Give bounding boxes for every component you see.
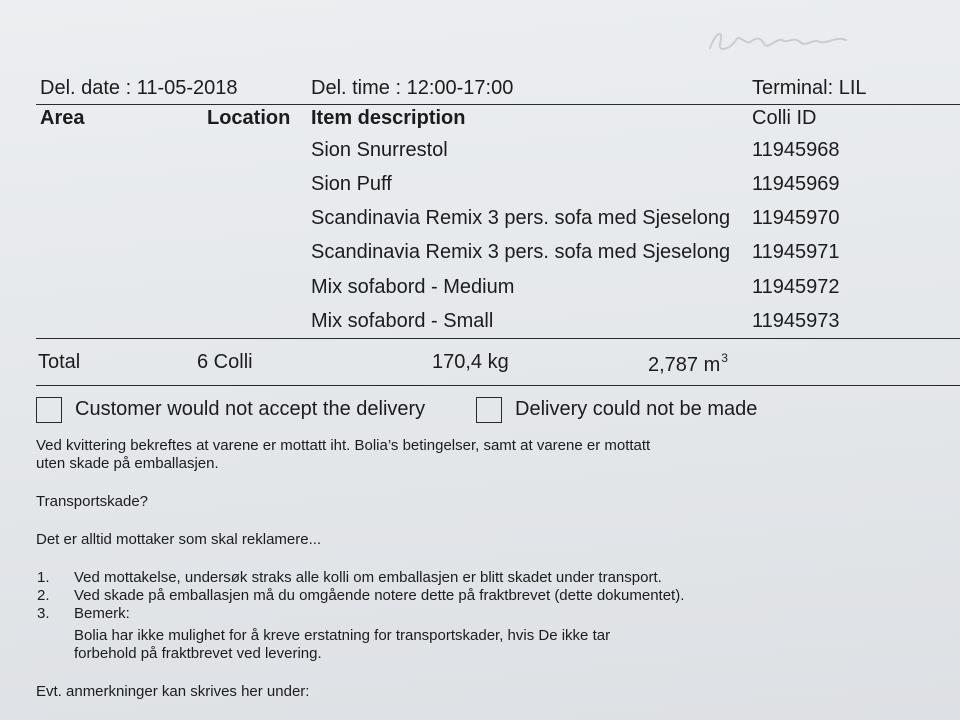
item-colli-id: 11945970 xyxy=(752,207,840,229)
item-colli-id: 11945973 xyxy=(752,310,840,332)
total-label: Total xyxy=(38,351,81,373)
transport-damage-question: Transportskade? xyxy=(36,493,149,510)
item-colli-id: 11945969 xyxy=(752,173,840,195)
item-description: Mix sofabord - Small xyxy=(311,310,494,332)
list-number: 2. xyxy=(37,587,50,604)
items-bottom-rule xyxy=(36,338,960,339)
column-header-area: Area xyxy=(40,107,85,129)
total-volume xyxy=(648,351,728,377)
remarks-prompt: Evt. anmerkninger kan skrives her under: xyxy=(36,683,310,700)
item-colli-id: 11945972 xyxy=(752,276,840,298)
total-weight: 170,4 kg xyxy=(432,351,509,373)
delivery-not-made-label: Delivery could not be made xyxy=(515,398,758,420)
totals-bottom-rule xyxy=(36,385,960,386)
note-text-line-2: forbehold på fraktbrevet ved levering. xyxy=(74,645,322,662)
column-header-colli-id: Colli ID xyxy=(752,107,817,129)
column-header-item-description: Item description xyxy=(311,107,466,129)
list-number: 1. xyxy=(37,569,50,586)
receipt-text-line-2: uten skade på emballasjen. xyxy=(36,455,219,472)
item-description: Scandinavia Remix 3 pers. sofa med Sjeselong xyxy=(311,207,731,229)
item-colli-id: 11945968 xyxy=(752,139,840,161)
total-volume-value: 2,787 m xyxy=(648,354,721,376)
customer-refused-checkbox[interactable] xyxy=(36,397,62,423)
note-text-line-1: Bolia har ikke mulighet for å kreve erstatning for transportskader, hvis De ikke tar xyxy=(74,627,611,644)
header-rule xyxy=(36,104,960,105)
list-item-text: Bemerk: xyxy=(74,605,130,622)
list-item-text: Ved mottakelse, undersøk straks alle kolli om emballasjen er blitt skadet under transport. xyxy=(74,569,662,586)
item-description: Scandinavia Remix 3 pers. sofa med Sjeselong xyxy=(311,241,731,263)
receiver-claim-text: Det er alltid mottaker som skal reklamere... xyxy=(36,531,322,548)
list-number: 3. xyxy=(37,605,50,622)
signature-scribble xyxy=(690,14,880,64)
delivery-time: Del. time : 12:00-17:00 xyxy=(311,77,514,99)
delivery-not-made-checkbox[interactable] xyxy=(476,397,502,423)
terminal: Terminal: LIL xyxy=(752,77,867,99)
item-description: Mix sofabord - Medium xyxy=(311,276,515,298)
item-description: Sion Puff xyxy=(311,173,392,195)
delivery-date: Del. date : 11-05-2018 xyxy=(40,77,238,99)
receipt-text-line-1: Ved kvittering bekreftes at varene er mottatt iht. Bolia’s betingelser, samt at varene er mottatt xyxy=(36,437,651,454)
total-volume-exponent: 3 xyxy=(721,351,728,365)
item-description: Sion Snurrestol xyxy=(311,139,448,161)
item-colli-id: 11945971 xyxy=(752,241,840,263)
customer-refused-label: Customer would not accept the delivery xyxy=(75,398,426,420)
column-header-location: Location xyxy=(207,107,291,129)
list-item-text: Ved skade på emballasjen må du omgående notere dette på fraktbrevet (dette dokumentet). xyxy=(74,587,685,604)
total-colli: 6 Colli xyxy=(197,351,253,373)
